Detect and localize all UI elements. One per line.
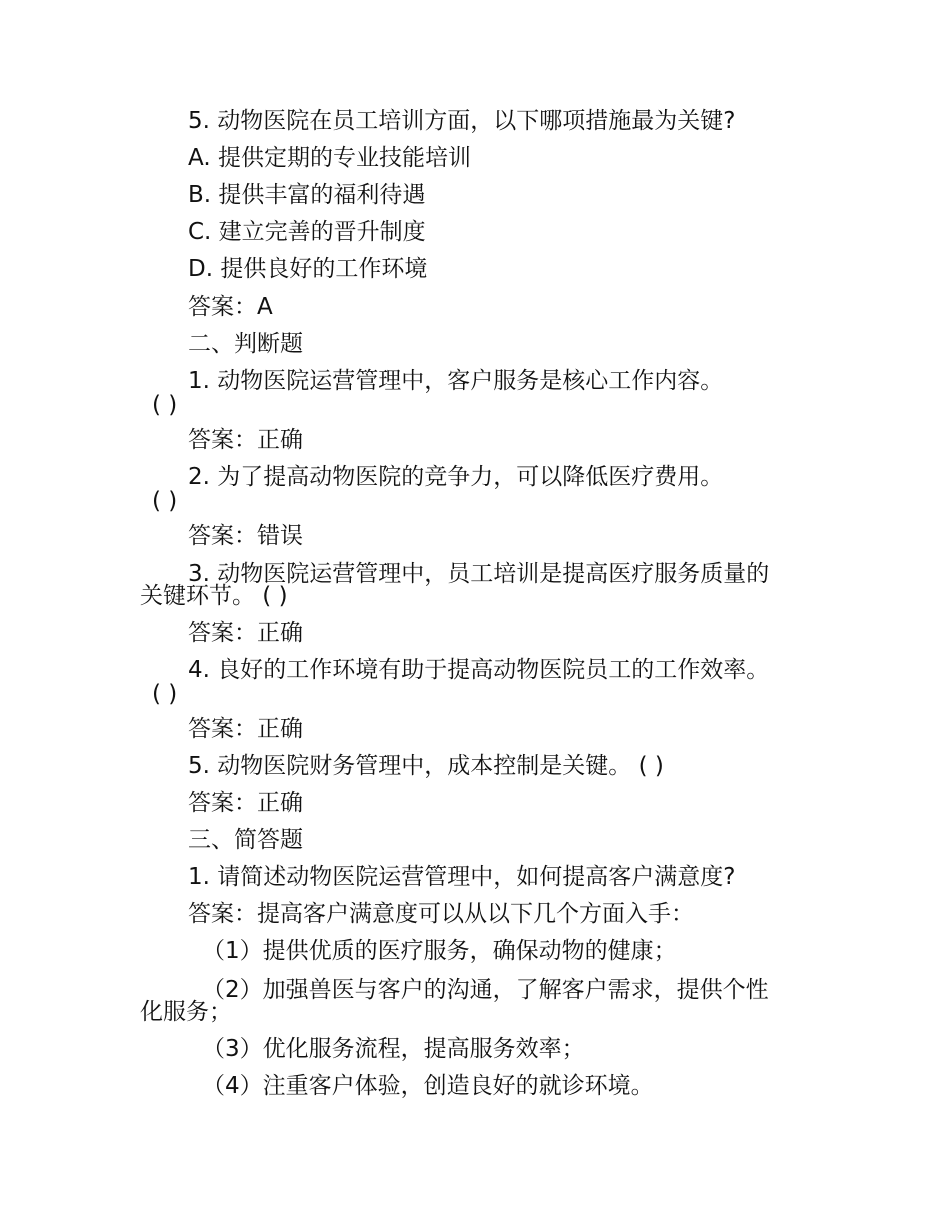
judgement-item-2-answer: 答案：错误 bbox=[188, 523, 303, 549]
mc-q5-answer: 答案：A bbox=[188, 294, 273, 320]
judgement-item-3-continued: 关键环节。 ( ) bbox=[140, 583, 288, 609]
judgement-item-4-answer: 答案：正确 bbox=[188, 716, 303, 742]
section-heading-short-answer: 三、简答题 bbox=[188, 827, 303, 853]
judgement-item-5: 5. 动物医院财务管理中，成本控制是关键。 ( ) bbox=[188, 753, 664, 779]
option-a: A. 提供定期的专业技能培训 bbox=[188, 145, 471, 171]
judgement-item-1-bracket: ( ) bbox=[152, 392, 178, 418]
answer-point-4: （4）注重客户体验，创造良好的就诊环境。 bbox=[202, 1073, 654, 1099]
judgement-item-1-answer: 答案：正确 bbox=[188, 427, 303, 453]
judgement-item-3-answer: 答案：正确 bbox=[188, 620, 303, 646]
judgement-item-4-bracket: ( ) bbox=[152, 681, 178, 707]
judgement-item-5-answer: 答案：正确 bbox=[188, 790, 303, 816]
judgement-item-4: 4. 良好的工作环境有助于提高动物医院员工的工作效率。 bbox=[188, 657, 770, 683]
answer-point-3: （3）优化服务流程，提高服务效率； bbox=[202, 1036, 585, 1062]
short-answer-question-1: 1. 请简述动物医院运营管理中，如何提高客户满意度? bbox=[188, 864, 736, 890]
mc-question-5: 5. 动物医院在员工培训方面，以下哪项措施最为关键? bbox=[188, 108, 736, 134]
answer-point-2: （2）加强兽医与客户的沟通，了解客户需求，提供个性 bbox=[202, 977, 769, 1003]
judgement-item-3: 3. 动物医院运营管理中，员工培训是提高医疗服务质量的 bbox=[188, 561, 770, 587]
option-c: C. 建立完善的晋升制度 bbox=[188, 219, 426, 245]
answer-point-1: （1）提供优质的医疗服务，确保动物的健康； bbox=[202, 938, 677, 964]
judgement-item-1: 1. 动物医院运营管理中，客户服务是核心工作内容。 bbox=[188, 368, 724, 394]
answer-point-2-continued: 化服务； bbox=[140, 999, 232, 1025]
option-b: B. 提供丰富的福利待遇 bbox=[188, 182, 426, 208]
option-d: D. 提供良好的工作环境 bbox=[188, 256, 428, 282]
short-answer-intro: 答案：提高客户满意度可以从以下几个方面入手： bbox=[188, 901, 694, 927]
judgement-item-2-bracket: ( ) bbox=[152, 488, 178, 514]
section-heading-judgement: 二、判断题 bbox=[188, 331, 303, 357]
judgement-item-2: 2. 为了提高动物医院的竞争力，可以降低医疗费用。 bbox=[188, 464, 724, 490]
